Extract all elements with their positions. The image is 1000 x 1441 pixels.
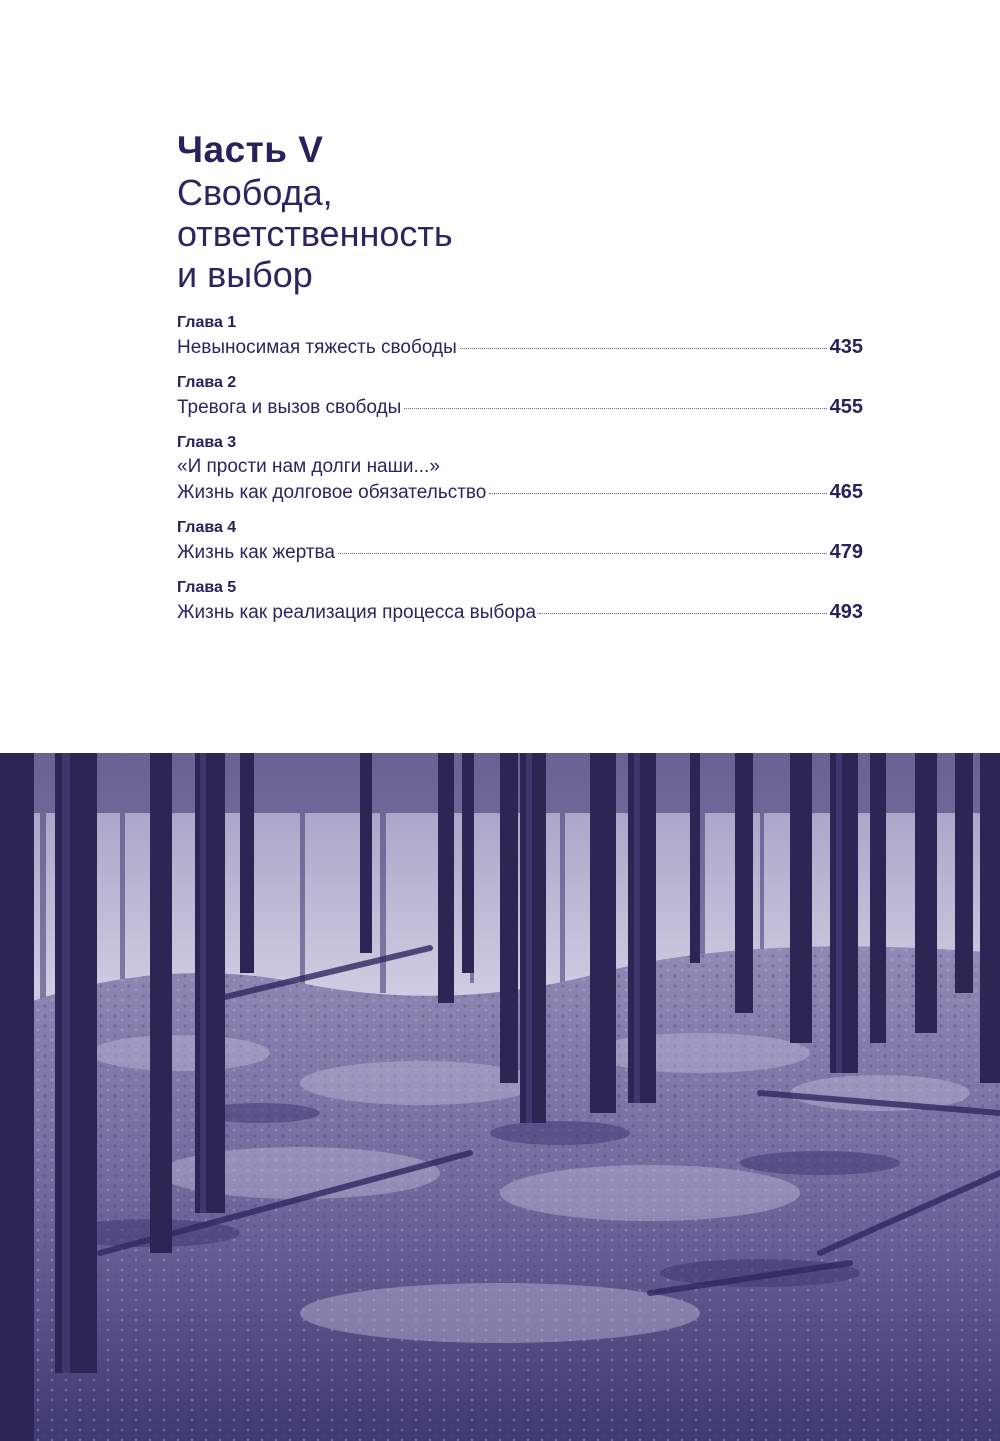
page-number: 479 [829, 541, 863, 563]
toc-entry-3[interactable] [177, 432, 863, 506]
toc-line [177, 479, 863, 506]
chapter-subtitle: «И прости нам долги наши...» [177, 456, 440, 477]
page-number: 455 [829, 396, 863, 418]
toc-entry-1[interactable] [177, 312, 863, 361]
page-number: 493 [829, 601, 863, 623]
chapter-label: Глава 1 [177, 314, 237, 331]
toc-entry-2[interactable] [177, 372, 863, 421]
toc-line [177, 334, 863, 361]
part-title [177, 172, 453, 295]
chapter-label: Глава 2 [177, 374, 237, 391]
part-title-line: и выбор [177, 254, 313, 295]
dot-leader [460, 348, 827, 349]
part-title-line: ответственность [177, 213, 453, 254]
toc-entry-5[interactable] [177, 577, 863, 626]
toc-entry-4[interactable] [177, 517, 863, 566]
table-of-contents [177, 312, 863, 637]
page-number: 435 [829, 336, 863, 358]
chapter-label: Глава 3 [177, 434, 237, 451]
dot-leader [539, 613, 827, 614]
part-header [177, 128, 453, 295]
chapter-title: Невыносимая тяжесть свободы [177, 337, 457, 358]
chapter-label: Глава 5 [177, 579, 237, 596]
part-title-line: Свобода, [177, 172, 333, 213]
chapter-title: Жизнь как реализация процесса выбора [177, 602, 537, 623]
chapter-title: Тревога и вызов свободы [177, 397, 402, 418]
toc-line [177, 394, 863, 421]
chapter-title: Жизнь как жертва [177, 542, 336, 563]
dot-leader [489, 493, 826, 494]
toc-line [177, 599, 863, 626]
chapter-title: Жизнь как долговое обязательство [177, 482, 487, 503]
chapter-label: Глава 4 [177, 519, 237, 536]
page-number: 465 [829, 481, 863, 503]
forest-photo [0, 753, 1000, 1441]
toc-line [177, 539, 863, 566]
part-label: Часть V [177, 129, 324, 170]
dot-leader [338, 553, 827, 554]
dot-leader [404, 408, 826, 409]
